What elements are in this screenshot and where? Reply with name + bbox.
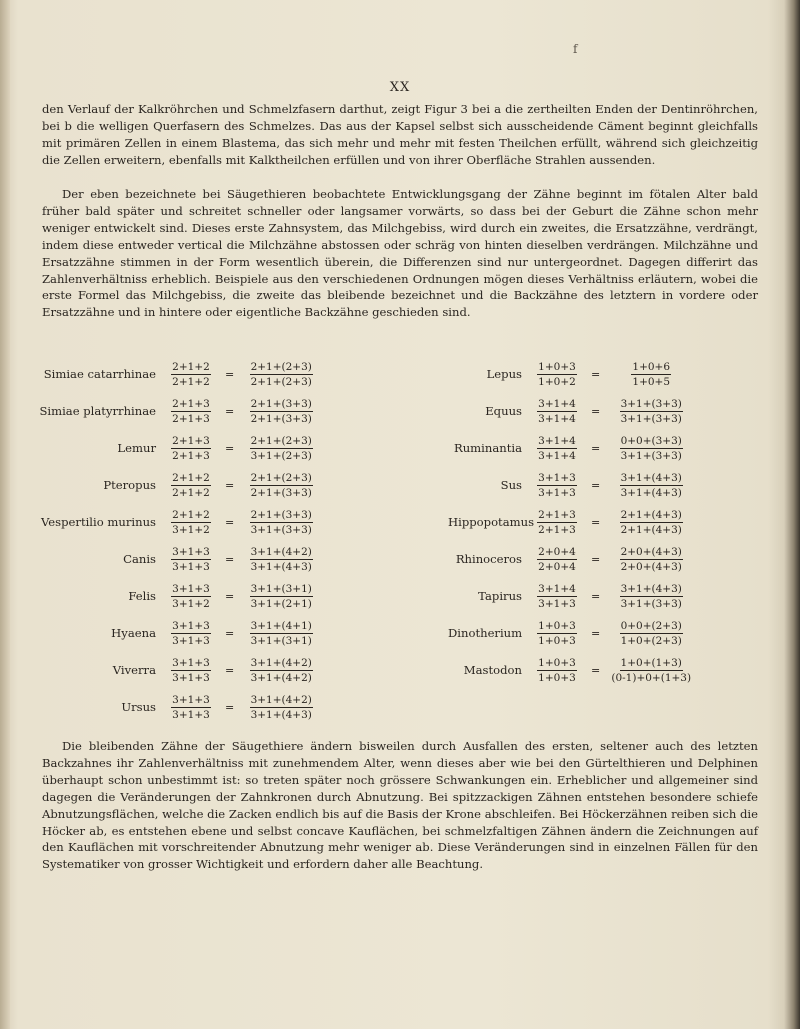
formula-row xyxy=(448,393,697,430)
lower-jaw-count: 3+1+(2+1) xyxy=(250,598,312,610)
lower-jaw-count: 2+1+(3+3) xyxy=(250,487,312,499)
fraction xyxy=(171,621,211,647)
upper-jaw-count: 3+1+3 xyxy=(537,473,577,487)
equals-sign: = xyxy=(591,627,601,640)
page-gutter-left xyxy=(0,0,10,1029)
lower-jaw-count: 1+0+(2+3) xyxy=(620,635,682,647)
upper-jaw-count: 0+0+(3+3) xyxy=(620,436,683,450)
formula-row xyxy=(448,541,697,578)
animal-name: Tapirus xyxy=(478,588,522,603)
upper-jaw-count: 2+1+(3+3) xyxy=(250,399,313,413)
upper-jaw-count: 3+1+(4+2) xyxy=(250,695,313,709)
lower-jaw-count: 3+1+(3+3) xyxy=(250,524,312,536)
formula-row xyxy=(448,356,697,393)
page-number: XX xyxy=(389,80,411,95)
milk-teeth-formula xyxy=(528,621,586,647)
permanent-teeth-formula xyxy=(239,621,323,647)
animal-name: Lemur xyxy=(117,440,156,455)
lower-jaw-count: 3+1+(4+3) xyxy=(620,487,682,499)
lower-jaw-count: 2+1+(2+3) xyxy=(250,376,312,388)
equals-sign: = xyxy=(225,516,235,529)
fraction xyxy=(171,473,211,499)
equals-sign: = xyxy=(225,442,235,455)
upper-jaw-count: 2+1+2 xyxy=(171,473,211,487)
equals-sign: = xyxy=(591,590,601,603)
milk-teeth-formula xyxy=(162,510,220,536)
lower-jaw-count: 3+1+(3+3) xyxy=(620,450,682,462)
animal-name: Rhinoceros xyxy=(455,551,522,566)
formula-row xyxy=(448,430,697,467)
upper-jaw-count: 2+1+(2+3) xyxy=(250,362,313,376)
upper-jaw-count: 3+1+(3+3) xyxy=(620,399,683,413)
fraction xyxy=(250,510,313,536)
fraction xyxy=(250,547,313,573)
lower-jaw-count: 3+1+4 xyxy=(538,450,576,462)
permanent-teeth-formula xyxy=(605,362,697,388)
fraction xyxy=(171,510,211,536)
upper-jaw-count: 3+1+3 xyxy=(171,584,211,598)
fraction xyxy=(537,584,577,610)
upper-jaw-count: 3+1+(4+2) xyxy=(250,658,313,672)
upper-jaw-count: 3+1+3 xyxy=(171,547,211,561)
animal-name: Canis xyxy=(123,551,156,566)
milk-teeth-formula xyxy=(528,436,586,462)
fraction xyxy=(537,621,577,647)
fraction xyxy=(537,362,577,388)
permanent-teeth-formula xyxy=(239,658,323,684)
lower-jaw-count: 2+1+(4+3) xyxy=(620,524,682,536)
upper-jaw-count: 2+1+(4+3) xyxy=(620,510,683,524)
lower-jaw-count: 3+1+4 xyxy=(538,413,576,425)
equals-sign: = xyxy=(591,664,601,677)
fraction xyxy=(250,658,313,684)
upper-jaw-count: 3+1+3 xyxy=(171,695,211,709)
fraction xyxy=(610,658,692,684)
upper-jaw-count: 1+0+3 xyxy=(537,621,577,635)
equals-sign: = xyxy=(591,516,601,529)
milk-teeth-formula xyxy=(528,362,586,388)
formula-row xyxy=(38,689,323,726)
fraction xyxy=(620,399,683,425)
equals-sign: = xyxy=(225,368,235,381)
equals-sign: = xyxy=(225,664,235,677)
milk-teeth-formula xyxy=(162,695,220,721)
formula-row xyxy=(38,578,323,615)
equals-sign: = xyxy=(591,405,601,418)
lower-jaw-count: 2+0+4 xyxy=(538,561,576,573)
fraction xyxy=(171,399,211,425)
formula-row xyxy=(448,652,697,689)
lower-jaw-count: 3+1+(4+3) xyxy=(250,561,312,573)
fraction xyxy=(250,436,313,462)
fraction xyxy=(631,362,671,388)
permanent-teeth-formula xyxy=(239,547,323,573)
lower-jaw-count: 3+1+3 xyxy=(538,487,576,499)
fraction xyxy=(620,436,683,462)
equals-sign: = xyxy=(225,553,235,566)
animal-name: Ruminantia xyxy=(453,440,522,455)
equals-sign: = xyxy=(225,405,235,418)
milk-teeth-formula xyxy=(528,473,586,499)
upper-jaw-count: 2+1+(3+3) xyxy=(250,510,313,524)
animal-name: Equus xyxy=(485,403,522,418)
formula-row xyxy=(448,467,697,504)
animal-name: Dinotherium xyxy=(448,625,523,640)
lower-jaw-count: 2+1+3 xyxy=(172,450,210,462)
permanent-teeth-formula xyxy=(605,436,697,462)
permanent-teeth-formula xyxy=(605,584,697,610)
upper-jaw-count: 3+1+(4+1) xyxy=(250,621,313,635)
milk-teeth-formula xyxy=(162,473,220,499)
upper-jaw-count: 2+1+3 xyxy=(537,510,577,524)
fraction xyxy=(250,695,313,721)
milk-teeth-formula xyxy=(162,584,220,610)
lower-jaw-count: 3+1+3 xyxy=(172,672,210,684)
lower-jaw-count: 2+1+3 xyxy=(538,524,576,536)
fraction xyxy=(171,695,211,721)
formula-row xyxy=(448,615,697,652)
formula-row xyxy=(448,504,697,541)
upper-jaw-count: 2+1+2 xyxy=(171,362,211,376)
milk-teeth-formula xyxy=(528,510,586,536)
fraction xyxy=(171,584,211,610)
lower-jaw-count: 3+1+3 xyxy=(172,635,210,647)
fraction xyxy=(620,621,683,647)
milk-teeth-formula xyxy=(162,362,220,388)
formula-row xyxy=(38,393,323,430)
fraction xyxy=(620,547,683,573)
equals-sign: = xyxy=(225,627,235,640)
lower-jaw-count: 3+1+2 xyxy=(172,524,210,536)
fraction xyxy=(537,510,577,536)
lower-jaw-count: 1+0+2 xyxy=(538,376,576,388)
dental-formula-table-left xyxy=(38,356,323,726)
lower-jaw-count: 2+1+3 xyxy=(172,413,210,425)
equals-sign: = xyxy=(225,701,235,714)
fraction xyxy=(620,584,683,610)
upper-jaw-count: 3+1+3 xyxy=(171,621,211,635)
formula-row xyxy=(38,467,323,504)
lower-jaw-count: 3+1+(4+2) xyxy=(250,672,312,684)
lower-jaw-count: 1+0+5 xyxy=(632,376,671,388)
fraction xyxy=(250,473,313,499)
milk-teeth-formula xyxy=(528,658,586,684)
animal-name: Sus xyxy=(500,477,522,492)
animal-name: Lepus xyxy=(486,366,522,381)
lower-jaw-count: 3+1+(4+3) xyxy=(250,709,312,721)
upper-jaw-count: 2+0+4 xyxy=(537,547,577,561)
formula-row xyxy=(38,356,323,393)
formula-row xyxy=(448,578,697,615)
equals-sign: = xyxy=(591,442,601,455)
milk-teeth-formula xyxy=(528,399,586,425)
upper-jaw-count: 1+0+6 xyxy=(631,362,671,376)
animal-name: Simiae catarrhinae xyxy=(43,366,156,381)
permanent-teeth-formula xyxy=(239,436,323,462)
animal-name: Hippopotamus xyxy=(448,514,535,529)
upper-jaw-count: 3+1+(4+3) xyxy=(620,584,683,598)
paragraph-kalkroehrchen: den Verlauf der Kalkröhrchen und Schmelzfasern darthut, zeigt Figur 3 bei a die zertheilten Enden der Dentinröhrchen, bei b die welligen Querfasern des Schmelzes. Das aus der Kapsel selbst sich ausscheidende Cäment beginnt gleichfalls mit primären Zellen in einem Blastema, das sich mehr und mehr mit festen Theilchen erfüllt, während sich gleichzeitig die Zellen erweitern, ebenfalls mit Kalktheilchen erfüllen und von ihrer Oberfläche Strahlen aussenden. xyxy=(42,102,758,167)
upper-jaw-count: 1+0+3 xyxy=(537,362,577,376)
permanent-teeth-formula xyxy=(605,510,697,536)
upper-jaw-count: 2+1+(2+3) xyxy=(250,473,313,487)
animal-name: Vespertilio murinus xyxy=(41,514,156,529)
milk-teeth-formula xyxy=(162,658,220,684)
equals-sign: = xyxy=(591,479,601,492)
milk-teeth-formula xyxy=(162,547,220,573)
upper-jaw-count: 3+1+4 xyxy=(537,436,577,450)
fraction xyxy=(620,510,683,536)
fraction xyxy=(250,621,313,647)
milk-teeth-formula xyxy=(162,436,220,462)
upper-jaw-count: 3+1+(4+3) xyxy=(620,473,683,487)
equals-sign: = xyxy=(225,590,235,603)
upper-jaw-count: 2+0+(4+3) xyxy=(620,547,683,561)
upper-jaw-count: 3+1+(4+2) xyxy=(250,547,313,561)
formula-row xyxy=(38,430,323,467)
page-edge-right xyxy=(784,0,800,1029)
animal-name: Pteropus xyxy=(103,477,156,492)
lower-jaw-count: 3+1+(3+3) xyxy=(620,413,682,425)
lower-jaw-count: 1+0+3 xyxy=(538,672,576,684)
lower-jaw-count: 2+0+(4+3) xyxy=(620,561,682,573)
fraction xyxy=(171,362,211,388)
fraction xyxy=(537,547,577,573)
lower-jaw-count: 3+1+(2+3) xyxy=(250,450,312,462)
equals-sign: = xyxy=(591,553,601,566)
fraction xyxy=(171,436,211,462)
upper-jaw-count: 2+1+(2+3) xyxy=(250,436,313,450)
upper-jaw-count: 2+1+2 xyxy=(171,510,211,524)
milk-teeth-formula xyxy=(528,547,586,573)
milk-teeth-formula xyxy=(162,621,220,647)
lower-jaw-count: 2+1+2 xyxy=(172,376,210,388)
lower-jaw-count: 1+0+3 xyxy=(538,635,576,647)
upper-jaw-count: 1+0+(1+3) xyxy=(620,658,683,672)
dental-formula-table-right xyxy=(448,356,697,689)
equals-sign: = xyxy=(225,479,235,492)
animal-name: Mastodon xyxy=(463,662,522,677)
upper-jaw-count: 3+1+4 xyxy=(537,584,577,598)
lower-jaw-count: 3+1+(3+3) xyxy=(620,598,682,610)
lower-jaw-count: 3+1+3 xyxy=(538,598,576,610)
permanent-teeth-formula xyxy=(605,473,697,499)
lower-jaw-count: 2+1+(3+3) xyxy=(250,413,312,425)
upper-jaw-count: 3+1+3 xyxy=(171,658,211,672)
milk-teeth-formula xyxy=(528,584,586,610)
fraction xyxy=(537,399,577,425)
equals-sign: = xyxy=(591,368,601,381)
fraction xyxy=(537,473,577,499)
lower-jaw-count: 2+1+2 xyxy=(172,487,210,499)
permanent-teeth-formula xyxy=(239,584,323,610)
permanent-teeth-formula xyxy=(239,473,323,499)
animal-name: Simiae platyrrhinae xyxy=(39,403,156,418)
fraction xyxy=(620,473,683,499)
fraction xyxy=(537,658,577,684)
permanent-teeth-formula xyxy=(239,510,323,536)
permanent-teeth-formula xyxy=(605,399,697,425)
upper-jaw-count: 2+1+3 xyxy=(171,399,211,413)
formula-row xyxy=(38,652,323,689)
permanent-teeth-formula xyxy=(239,399,323,425)
formula-row xyxy=(38,615,323,652)
fraction xyxy=(250,584,313,610)
upper-jaw-count: 3+1+(3+1) xyxy=(250,584,313,598)
animal-name: Viverra xyxy=(112,662,156,677)
stray-mark: f xyxy=(573,42,578,56)
permanent-teeth-formula xyxy=(239,695,323,721)
fraction xyxy=(171,547,211,573)
fraction xyxy=(171,658,211,684)
paragraph-bleibende-zaehne: Die bleibenden Zähne der Säugethiere ändern bisweilen durch Ausfallen des ersten, seltener auch des letzten Backzahnes ihr Zahlenverhältniss mit zunehmendem Alter, wenn dieses aber wie bei den Gürtelthieren und Delphinen überhaupt schon unbestimmt ist: so treten später noch grössere Schwankungen ein. Erheblicher und allgemeiner sind dagegen die Veränderungen der Zahnkronen durch Abnutzung. Bei spitzzackigen Zähnen entstehen besondere schiefe Abnutzungsflächen, welche die Zacken endlich bis auf die Basis der Krone abschleifen. Bei Höckerzähnen reiben sich die Höcker ab, es entstehen ebene und selbst concave Kauflächen, bei schmelzfaltigen Zähnen ändern die Zeichnungen auf den Kauflächen mit vorschreitender Abnutzung mehr weniger ab. Diese Veränderungen sind in einzelnen Fällen für den Systematiker von grosser Wichtigkeit und erfordern daher alle Beachtung. xyxy=(42,739,758,872)
lower-jaw-count: (0-1)+0+(1+3) xyxy=(611,672,692,684)
permanent-teeth-formula xyxy=(605,547,697,573)
permanent-teeth-formula xyxy=(605,621,697,647)
paragraph-entwicklungsgang: Der eben bezeichnete bei Säugethieren beobachtete Entwicklungsgang der Zähne beginnt im fötalen Alter bald früher bald später und schreitet schneller oder langsamer vorwärts, so dass bei der Geburt die Zähne schon mehr weniger entwickelt sind. Dieses erste Zahnsystem, das Milchgebiss, wird durch ein zweites, die Ersatzzähne, verdrängt, indem diese entweder vertical die Milchzähne abstossen oder schräg von hinten dieselben verdrängen. Milchzähne und Ersatzzähne stimmen in der Form wesentlich überein, die Differenzen sind nur untergeordnet. Dagegen differirt das Zahlenverhältniss erheblich. Beispiele aus den verschiedenen Ordnungen mögen dieses Verhältniss erläutern, wobei die erste Formel das Milchgebiss, die zweite das bleibende bezeichnet und die Backzähne des letztern in vordere oder Ersatzzähne und in hintere oder eigentliche Backzähne geschieden sind. xyxy=(42,187,758,320)
lower-jaw-count: 3+1+3 xyxy=(172,561,210,573)
fraction xyxy=(250,362,313,388)
permanent-teeth-formula xyxy=(605,658,697,684)
animal-name: Hyaena xyxy=(111,625,156,640)
formula-row xyxy=(38,504,323,541)
lower-jaw-count: 3+1+3 xyxy=(172,709,210,721)
formula-row xyxy=(38,541,323,578)
milk-teeth-formula xyxy=(162,399,220,425)
fraction xyxy=(250,399,313,425)
lower-jaw-count: 3+1+2 xyxy=(172,598,210,610)
upper-jaw-count: 2+1+3 xyxy=(171,436,211,450)
lower-jaw-count: 3+1+(3+1) xyxy=(250,635,312,647)
animal-name: Ursus xyxy=(121,699,156,714)
permanent-teeth-formula xyxy=(239,362,323,388)
fraction xyxy=(537,436,577,462)
animal-name: Felis xyxy=(128,588,156,603)
upper-jaw-count: 3+1+4 xyxy=(537,399,577,413)
upper-jaw-count: 0+0+(2+3) xyxy=(620,621,683,635)
upper-jaw-count: 1+0+3 xyxy=(537,658,577,672)
